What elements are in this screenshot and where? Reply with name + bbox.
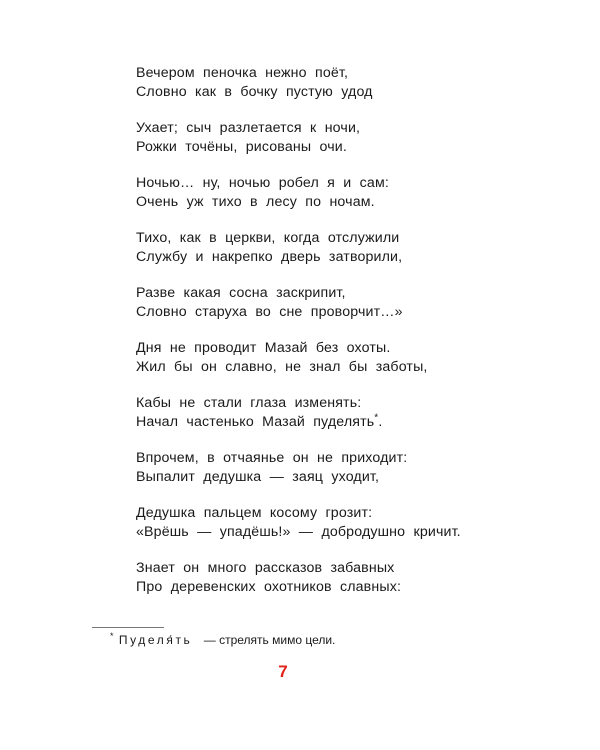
poem-line: Впрочем, в отчаянье он не приходит:: [136, 450, 408, 466]
stanza: [136, 174, 556, 211]
poem-line-text: Начал частенько Мазай пуделять: [136, 413, 375, 430]
stanza: [136, 284, 556, 321]
poem-line: Разве какая сосна заскрипит,: [136, 285, 346, 301]
poem: [136, 64, 556, 614]
poem-line: Службу и накрепко дверь затворили,: [136, 248, 403, 265]
footnote: [110, 632, 335, 648]
poem-line: Ухает; сыч разлетается к ночи,: [136, 120, 361, 136]
poem-line: Словно старуха во сне проворчит…»: [136, 303, 403, 320]
poem-line: Тихо, как в церкви, когда отслужили: [136, 230, 400, 246]
line-end-punctuation: .: [378, 413, 383, 430]
poem-line: Вечером пеночка нежно поёт,: [136, 65, 349, 81]
poem-line: Выпалит дедушка — заяц уходит,: [136, 468, 380, 485]
poem-line-with-footnote: [136, 413, 556, 432]
poem-line: Рожки точёны, рисованы очи.: [136, 138, 347, 155]
poem-line: Словно как в бочку пустую удод: [136, 83, 373, 100]
stanza: [136, 64, 556, 101]
poem-line: Ночью… ну, ночью робел я и сам:: [136, 175, 389, 191]
footnote-reference-marker: *: [374, 411, 379, 423]
footnote-term: Пуделя́ть: [118, 633, 193, 647]
poem-line: Кабы не стали глаза изменять:: [136, 395, 362, 411]
page-number: 7: [278, 662, 288, 681]
poem-line: Дедушка пальцем косому грозит:: [136, 505, 373, 521]
stanza: [136, 229, 556, 266]
footnote-divider: [92, 627, 164, 628]
stanza: [136, 394, 556, 431]
poem-line: Знает он много рассказов забавных: [136, 560, 395, 576]
footnote-definition: — стрелять мимо цели.: [203, 633, 336, 647]
poem-line: «Врёшь — упадёшь!» — добродушно кричит.: [136, 523, 461, 540]
footnote-marker: *: [110, 631, 114, 641]
stanza: [136, 449, 556, 486]
stanza: [136, 339, 556, 376]
poem-line: Очень уж тихо в лесу по ночам.: [136, 193, 375, 210]
poem-line: Дня не проводит Мазай без охоты.: [136, 340, 391, 356]
poem-line: Про деревенских охотников славных:: [136, 578, 402, 595]
stanza: [136, 504, 556, 541]
poem-line: Жил бы он славно, не знал бы заботы,: [136, 358, 428, 375]
stanza: [136, 559, 556, 596]
stanza: [136, 119, 556, 156]
